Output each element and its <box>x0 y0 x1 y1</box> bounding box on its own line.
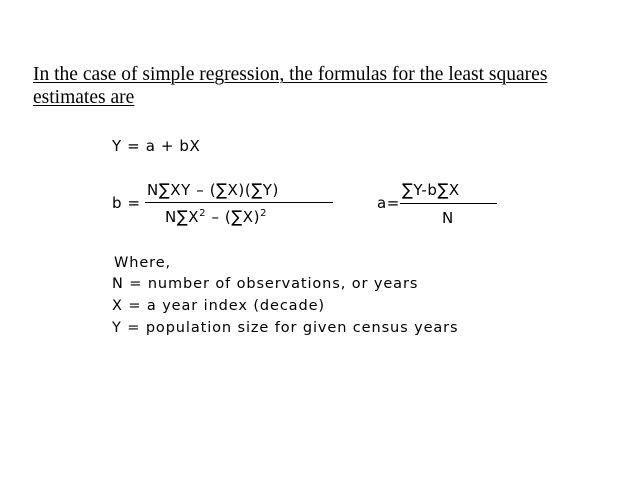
heading-line-2: estimates are <box>33 87 135 108</box>
where-title: Where, <box>114 255 172 271</box>
sigma-symbol: ∑ <box>251 179 263 200</box>
model-equation <box>112 137 200 155</box>
model-lhs: Y <box>112 137 122 155</box>
intercept-lhs: a= <box>377 194 400 212</box>
sigma-symbol: ∑ <box>216 179 228 200</box>
slope-numerator: N∑XY – (∑X)(∑Y) <box>147 179 279 200</box>
slope-lhs-group <box>112 194 141 212</box>
model-rhs: a + bX <box>145 137 201 155</box>
model-eq: = <box>127 137 141 155</box>
intercept-fraction-bar <box>400 203 497 204</box>
where-line-y: Y = population size for given census years <box>112 320 459 336</box>
slope-denominator: $N\sum X^2 - (\sum X)^2$ <box>165 206 268 227</box>
slope-lhs: b <box>112 194 123 212</box>
intercept-numerator: ∑Y-b∑X <box>402 179 460 200</box>
slope-fraction-bar <box>145 202 333 203</box>
where-line-x: X = a year index (decade) <box>112 298 325 314</box>
where-line-n: N = number of observations, or years <box>112 276 419 292</box>
slope-eq: = <box>127 194 141 212</box>
intercept-denominator: N <box>442 209 454 227</box>
sigma-symbol: ∑ <box>437 179 449 200</box>
heading-line-1: In the case of simple regression, the formulas for the least squares <box>33 64 548 85</box>
slide-heading <box>33 63 618 109</box>
sigma-symbol: ∑ <box>231 206 243 227</box>
sigma-symbol: ∑ <box>402 179 414 200</box>
sigma-symbol: ∑ <box>158 179 171 200</box>
sigma-symbol: ∑ <box>176 206 189 227</box>
